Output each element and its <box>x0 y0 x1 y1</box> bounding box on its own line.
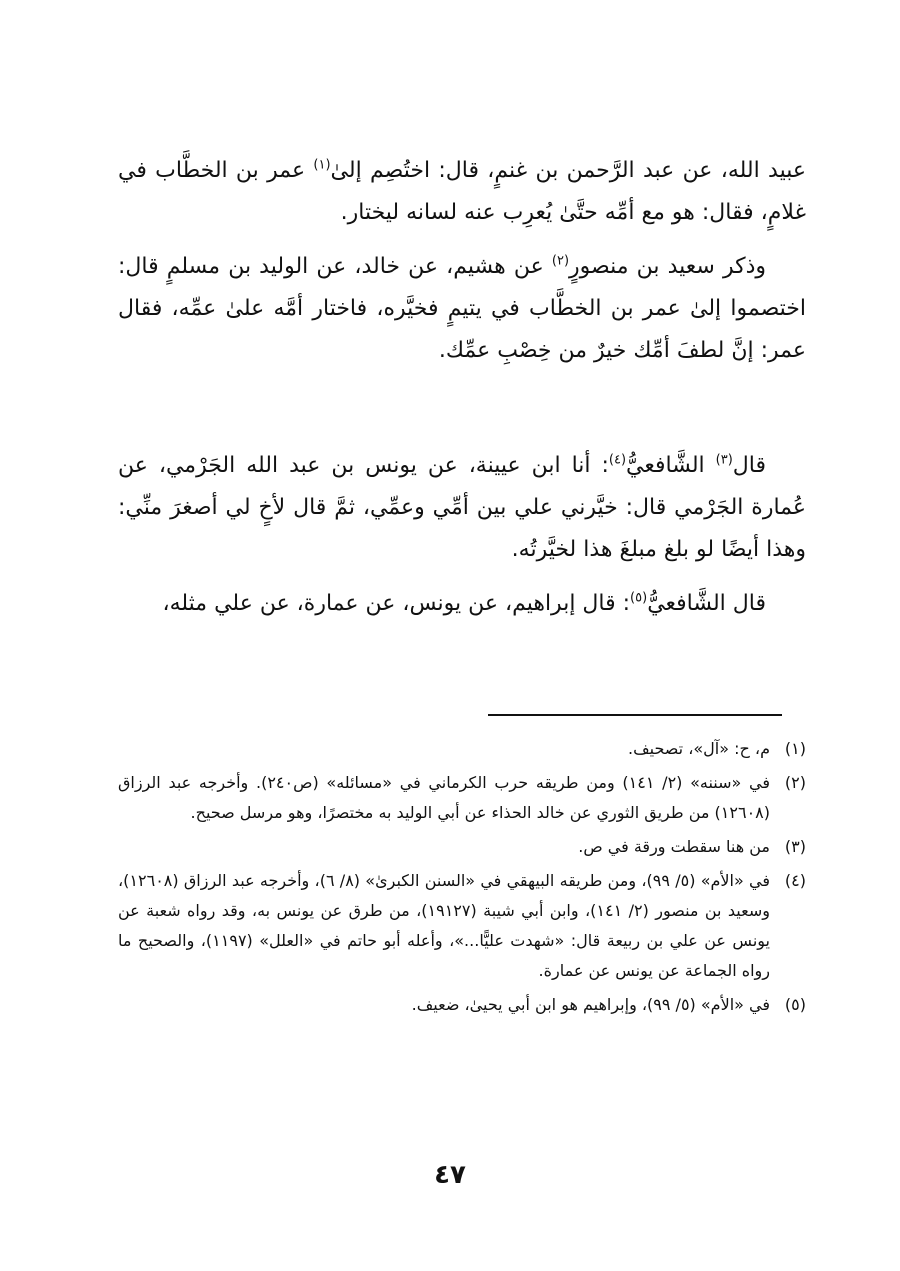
footnote-text: في «الأم» (٥/ ٩٩)، وإبراهيم هو ابن أبي يحيىٰ، ضعيف. <box>411 995 770 1014</box>
paragraph-1-text-b: عمر بن الخطَّاب في غلامٍ، فقال: هو مع أمِّه حتَّىٰ يُعرِب عنه لسانه ليختار. <box>118 158 806 225</box>
footnote-ref-1: (١) <box>313 157 331 173</box>
footnotes <box>118 734 806 1024</box>
footnote-text: من هنا سقطت ورقة في ص. <box>578 837 770 856</box>
main-text <box>118 150 806 637</box>
paragraph-4-text-a: قال الشَّافعيُّ <box>647 591 766 616</box>
paragraph-2-text-b: عن هشيم، عن خالد، عن الوليد بن مسلمٍ قال: اختصموا إلىٰ عمر بن الخطَّاب في يتيمٍ فخيَّره، فاختار أمَّه علىٰ عمِّه، فقال عمر: إنَّ لطفَ أمِّك خيرٌ من خِصْبِ عمِّك. <box>118 254 806 363</box>
footnote-number: (١) <box>784 739 806 758</box>
paragraph-4-text-b: : قال إبراهيم، عن يونس، عن عمارة، عن علي مثله، <box>162 591 631 616</box>
footnote-number: (٤) <box>784 871 806 890</box>
footnote-ref-3: (٣) <box>715 452 733 468</box>
footnote-text: في «الأم» (٥/ ٩٩)، ومن طريقه البيهقي في «السنن الكبرىٰ» (٨/ ٦)، وأخرجه عبد الرزاق (١٢٦٠٨)، وسعيد بن منصور (٢/ ١٤١)، وابن أبي شيبة (١٩١٢٧)، من طرق عن يونس به، وقد رواه شعبة عن يونس عن علي بن ربيعة قال: «شهدت عليًّا...»، وأعله أبو حاتم في «العلل» (١١٩٧)، والصحيح ما رواه الجماعة عن يونس عن عمارة. <box>118 871 770 980</box>
footnote-text: م، ح: «آل»، تصحيف. <box>628 739 770 758</box>
paragraph-3-text-a: قال <box>732 453 766 478</box>
paragraph-3-text-b: الشَّافعيُّ <box>626 453 716 478</box>
paragraph-2-text-a: وذكر سعيد بن منصورٍ <box>569 254 767 279</box>
footnote-number: (٣) <box>784 837 806 856</box>
section-heading <box>118 384 806 431</box>
footnote-5 <box>118 990 806 1020</box>
paragraph-1 <box>118 150 806 234</box>
footnote-ref-5: (٥) <box>630 590 648 606</box>
page-number: ٤٧ <box>434 1160 466 1190</box>
paragraph-3-text-c: : أنا ابن عيينة، عن يونس بن عبد الله الجَرْمي، عن عُمارة الجَرْمي قال: خيَّرني علي بين أمِّي وعمِّي، ثمَّ قال لأخٍ لي أصغرَ منِّي: وهذا أيضًا لو بلغ مبلغَ هذا لخيَّرتُه. <box>118 453 806 562</box>
footnote-number: (٥) <box>784 995 806 1014</box>
footnote-number: (٢) <box>784 773 806 792</box>
footnote-2 <box>118 768 806 828</box>
paragraph-4 <box>118 583 806 625</box>
footnote-3 <box>118 832 806 862</box>
paragraph-2 <box>118 246 806 372</box>
footnote-ref-4: (٤) <box>608 452 627 468</box>
footnote-separator <box>488 714 782 716</box>
footnote-1 <box>118 734 806 764</box>
footnote-ref-2: (٢) <box>551 253 570 269</box>
paragraph-3 <box>118 445 806 571</box>
paragraph-1-text-a: عبيد الله، عن عبد الرَّحمن بن غنمٍ، قال: اختُصِم إلىٰ <box>330 158 806 183</box>
footnote-4 <box>118 866 806 986</box>
footnote-text: في «سننه» (٢/ ١٤١) ومن طريقه حرب الكرماني في «مسائله» (ص٢٤٠). وأخرجه عبد الرزاق (١٢٦٠٨) من طريق الثوري عن خالد الحذاء عن أبي الوليد به مختصرًا، وهو مرسل صحيح. <box>118 773 771 822</box>
